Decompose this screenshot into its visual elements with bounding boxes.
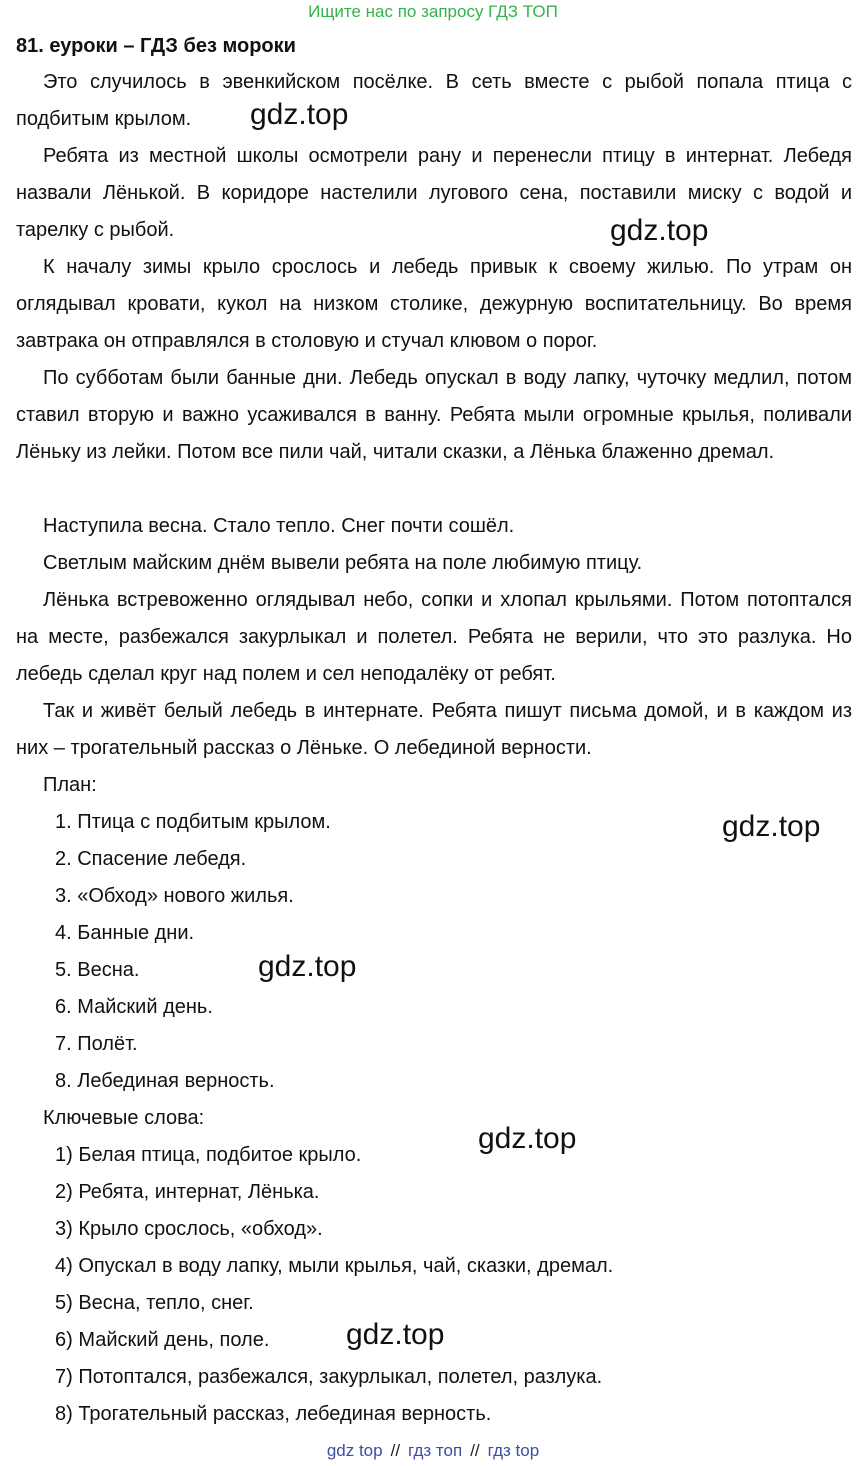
paragraph-5: Наступила весна. Стало тепло. Снег почти сошёл. — [43, 515, 515, 537]
watermark: gdz.top — [722, 810, 821, 843]
plan-item: 4. Банные дни. — [55, 922, 195, 944]
paragraph-7: Лёнька встревоженно оглядывал небо, сопки и хлопал крыльями. Потом потоптался на месте, разбежался закурлыкал и полетел. Ребята не верили, что это разлука. Но лебедь сделал круг над полем и сел неподалёку от ребят. — [16, 589, 852, 685]
footer-separator: // — [390, 1441, 401, 1460]
watermark: gdz.top — [258, 950, 357, 983]
keyword-item: 7) Потоптался, разбежался, закурлыкал, полетел, разлука. — [55, 1366, 603, 1388]
watermark: gdz.top — [478, 1122, 577, 1155]
plan-item: 7. Полёт. — [55, 1033, 138, 1055]
plan-item: 6. Майский день. — [55, 996, 213, 1018]
footer-separator: // — [470, 1441, 480, 1460]
plan-item: 1. Птица с подбитым крылом. — [55, 811, 331, 833]
keyword-item: 6) Майский день, поле. — [55, 1329, 270, 1351]
keyword-item: 5) Весна, тепло, снег. — [55, 1292, 254, 1314]
keyword-item: 1) Белая птица, подбитое крыло. — [55, 1144, 362, 1166]
paragraph-1: Это случилось в эвенкийском посёлке. В сеть вместе с рыбой попала птица с подбитым крылом. — [16, 71, 852, 130]
footer-link-gdz-top[interactable]: gdz top — [326, 1441, 383, 1460]
top-banner: Ищите нас по запросу ГДЗ ТОП — [308, 2, 558, 21]
watermark: gdz.top — [250, 98, 349, 131]
plan-heading: План: — [43, 774, 97, 796]
keyword-item: 2) Ребята, интернат, Лёнька. — [55, 1181, 320, 1203]
plan-item: 8. Лебединая верность. — [55, 1070, 275, 1092]
paragraph-6: Светлым майским днём вывели ребята на поле любимую птицу. — [43, 552, 643, 574]
watermark: gdz.top — [610, 214, 709, 247]
plan-item: 2. Спасение лебедя. — [55, 848, 247, 870]
keyword-item: 8) Трогательный рассказ, лебединая верность. — [55, 1403, 492, 1425]
plan-item: 5. Весна. — [55, 959, 140, 981]
paragraph-2: Ребята из местной школы осмотрели рану и перенесли птицу в интернат. Лебедя назвали Лёнькой. В коридоре настелили лугового сена, поставили миску с водой и тарелку с рыбой. — [16, 145, 852, 241]
keywords-heading: Ключевые слова: — [43, 1107, 205, 1129]
paragraph-8: Так и живёт белый лебедь в интернате. Ребята пишут письма домой, и в каждом из них – трогательный рассказ о Лёньке. О лебединой верности. — [16, 700, 852, 759]
page-title: 81. еуроки – ГДЗ без мороки — [16, 35, 296, 57]
watermark: gdz.top — [346, 1318, 445, 1351]
footer-link-gdz-top-mixed[interactable]: гдз top — [487, 1441, 540, 1460]
footer — [0, 1438, 866, 1464]
plan-item: 3. «Обход» нового жилья. — [55, 885, 294, 907]
footer-link-gdz-top-ru[interactable]: гдз топ — [408, 1441, 463, 1460]
paragraph-3: К началу зимы крыло срослось и лебедь привык к своему жилью. По утрам он оглядывал кровати, кукол на низком столике, дежурную воспитательницу. Во время завтрака он отправлялся в столовую и стучал клювом о порог. — [16, 256, 852, 352]
paragraph-4: По субботам были банные дни. Лебедь опускал в воду лапку, чуточку медлил, потом ставил вторую и важно усаживался в ванну. Ребята мыли огромные крылья, поливали Лёньку из лейки. Потом все пили чай, читали сказки, а Лёнька блаженно дремал. — [16, 367, 852, 463]
keyword-item: 3) Крыло срослось, «обход». — [55, 1218, 323, 1240]
keyword-item: 4) Опускал в воду лапку, мыли крылья, чай, сказки, дремал. — [55, 1255, 614, 1277]
